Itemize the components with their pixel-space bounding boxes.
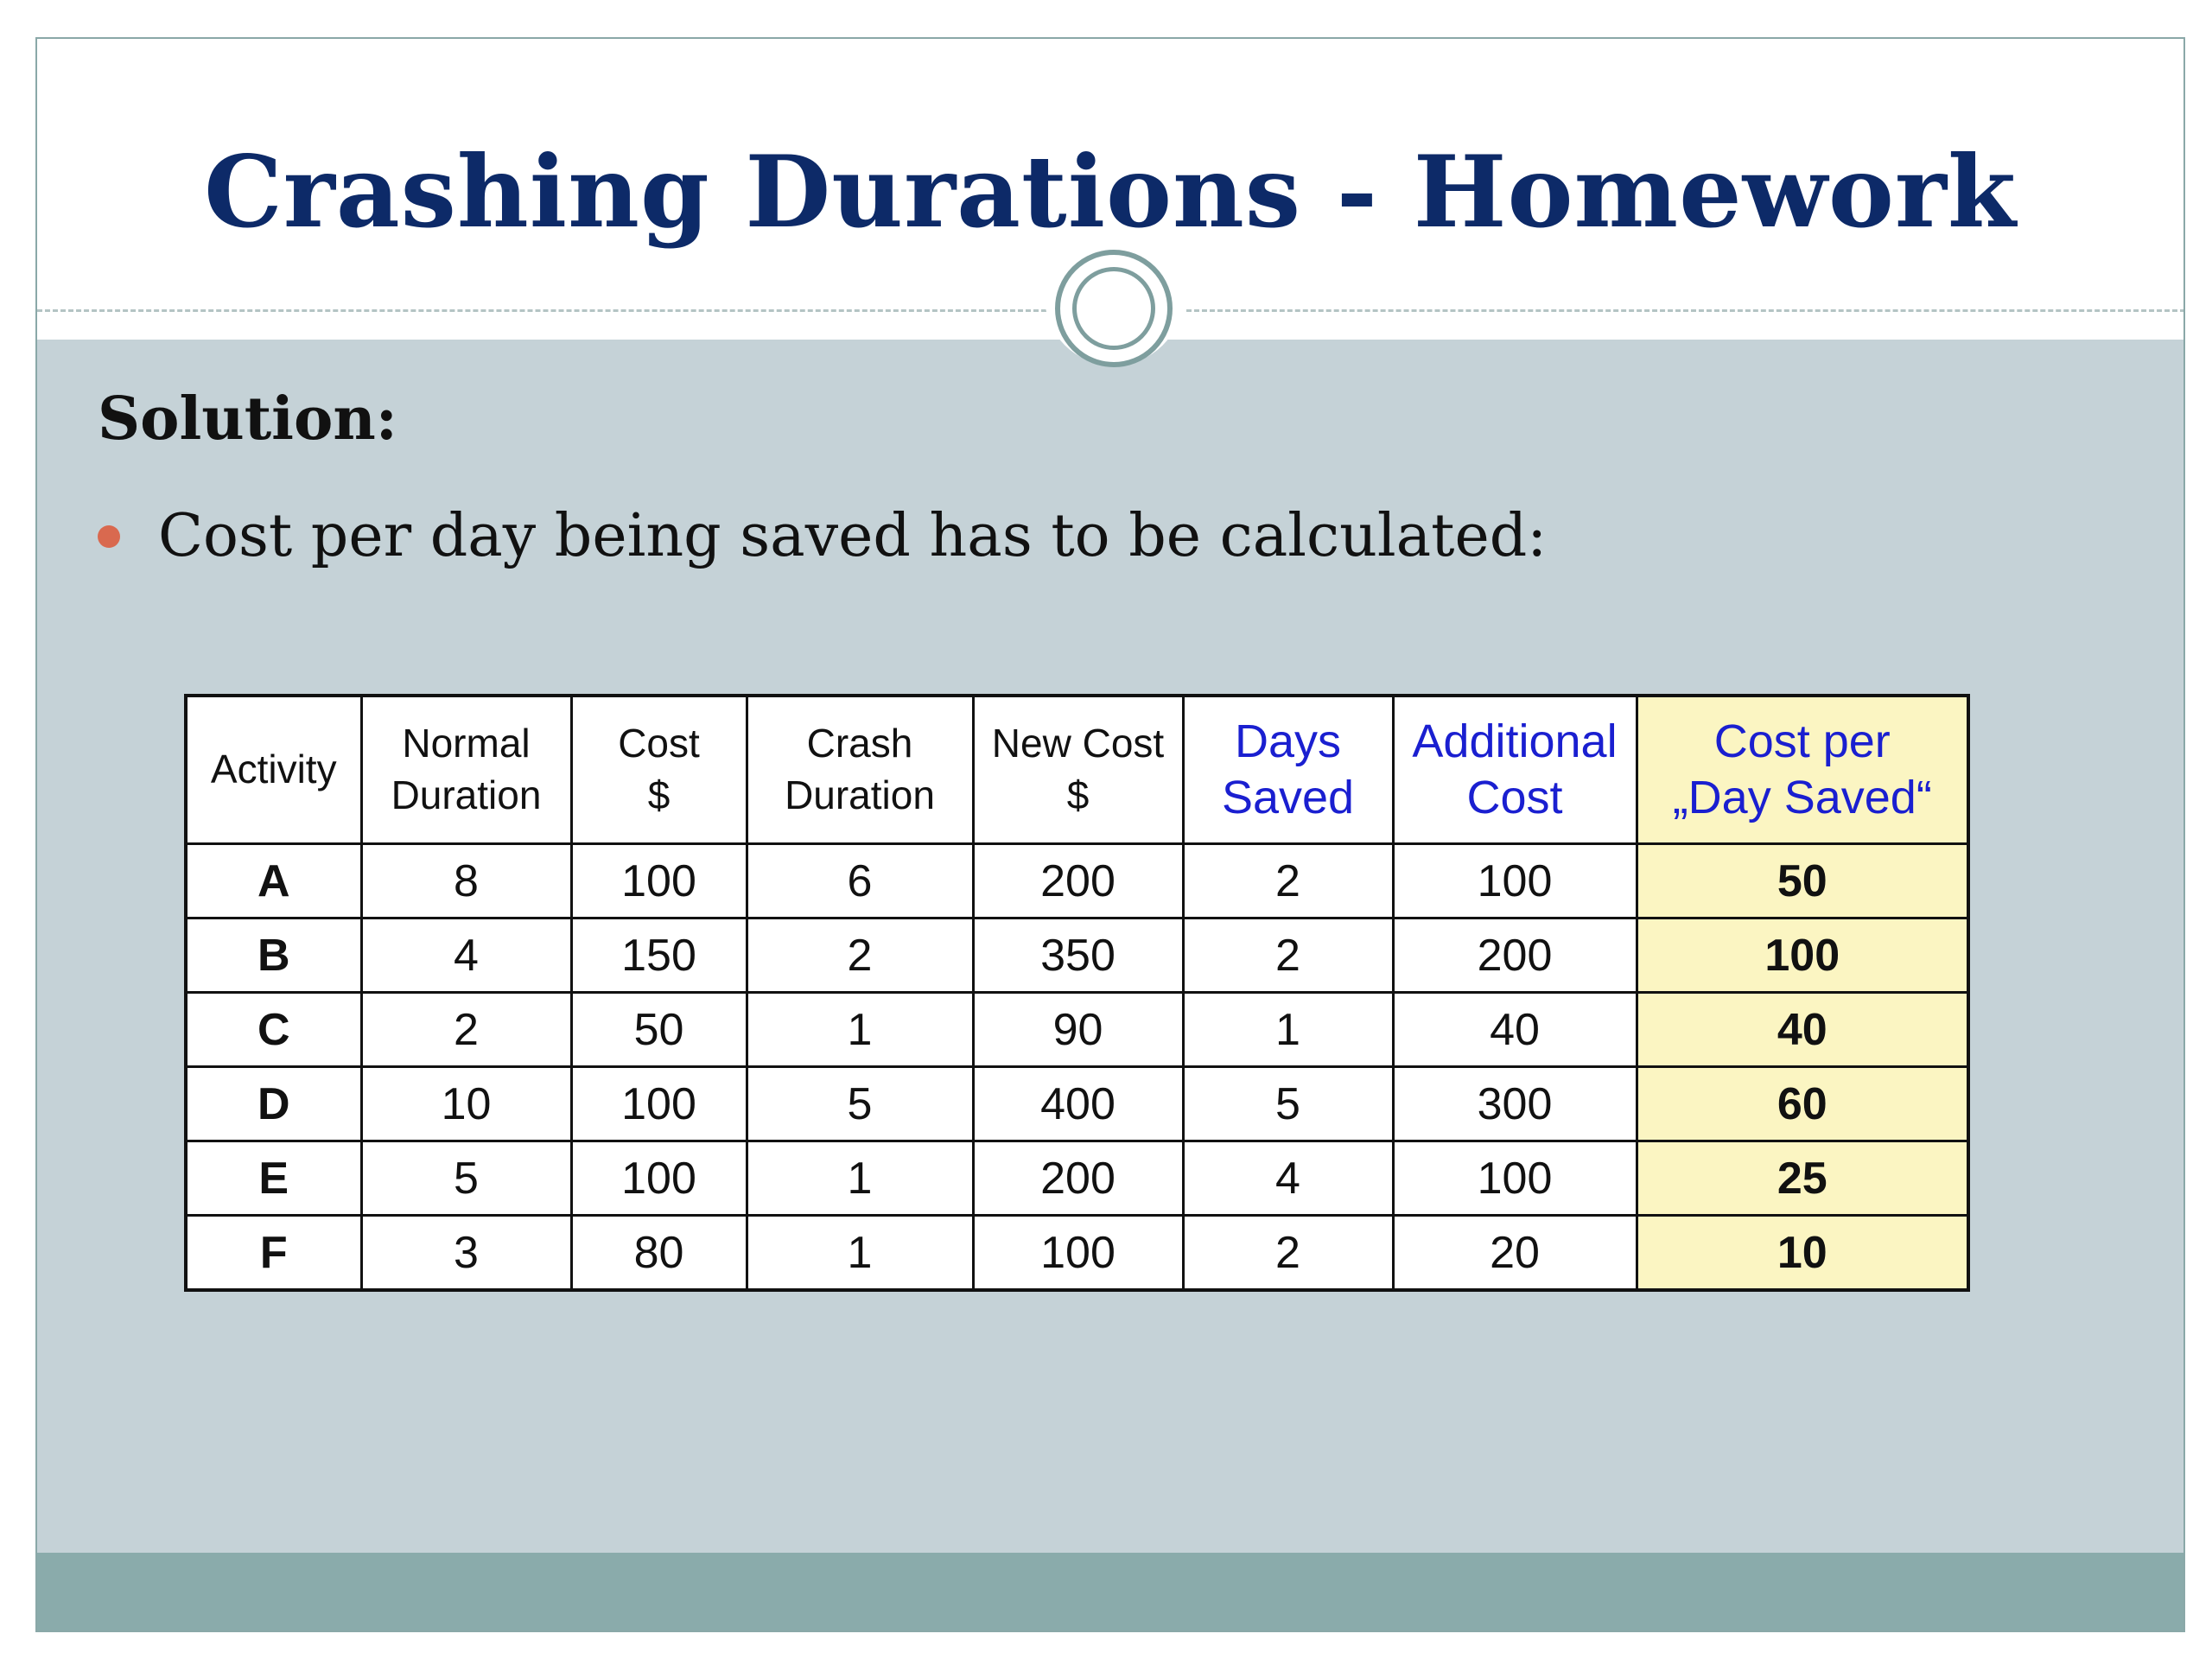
- cell-activity: E: [186, 1141, 361, 1216]
- cell-normal-duration: 4: [361, 918, 571, 993]
- header-line: „Day Saved“: [1672, 772, 1932, 823]
- ring-ornament-icon: [1055, 250, 1173, 367]
- table-row: [186, 993, 1968, 1067]
- crashing-table: [184, 694, 1970, 1292]
- table-row: [186, 1141, 1968, 1216]
- cell-normal-duration: 10: [361, 1067, 571, 1141]
- header-line: Days: [1234, 715, 1342, 768]
- header-line: Cost: [1466, 772, 1563, 823]
- cell-cost-per-day-saved: 10: [1637, 1216, 1968, 1291]
- cell-cost-per-day-saved: 50: [1637, 844, 1968, 918]
- cell-additional-cost: 20: [1393, 1216, 1637, 1291]
- header-line: $: [1066, 772, 1090, 817]
- cell-cost-per-day-saved: 100: [1637, 918, 1968, 993]
- header-crash-duration: [747, 696, 973, 844]
- header-line: Duration: [391, 772, 542, 817]
- cell-cost: 50: [571, 993, 747, 1067]
- bullet-dot-icon: [98, 525, 120, 548]
- cell-cost: 100: [571, 844, 747, 918]
- table-row: [186, 1067, 1968, 1141]
- cell-activity: F: [186, 1216, 361, 1291]
- cell-additional-cost: 100: [1393, 1141, 1637, 1216]
- cell-cost-per-day-saved: 25: [1637, 1141, 1968, 1216]
- cell-days-saved: 4: [1183, 1141, 1393, 1216]
- title-divider-left: [37, 309, 1046, 312]
- header-line: $: [647, 772, 671, 817]
- cell-activity: A: [186, 844, 361, 918]
- cell-cost: 150: [571, 918, 747, 993]
- cell-additional-cost: 40: [1393, 993, 1637, 1067]
- header-activity: [186, 696, 361, 844]
- table-row: [186, 844, 1968, 918]
- header-line: New Cost: [991, 721, 1165, 766]
- cell-cost: 80: [571, 1216, 747, 1291]
- cell-activity: B: [186, 918, 361, 993]
- cell-new-cost: 100: [973, 1216, 1183, 1291]
- header-cost-per-day-saved: [1637, 696, 1968, 844]
- header-normal-duration: [361, 696, 571, 844]
- cell-days-saved: 1: [1183, 993, 1393, 1067]
- table-header-row: [186, 696, 1968, 844]
- cell-crash-duration: 5: [747, 1067, 973, 1141]
- cell-cost-per-day-saved: 60: [1637, 1067, 1968, 1141]
- cell-activity: D: [186, 1067, 361, 1141]
- header-line: Crash: [806, 721, 913, 766]
- cell-normal-duration: 5: [361, 1141, 571, 1216]
- cell-normal-duration: 3: [361, 1216, 571, 1291]
- header-line: Cost per: [1713, 715, 1891, 768]
- cell-new-cost: 90: [973, 993, 1183, 1067]
- slide: [35, 37, 2185, 1632]
- cell-new-cost: 400: [973, 1067, 1183, 1141]
- header-line: Cost: [618, 721, 700, 766]
- title-divider-right: [1186, 309, 2185, 312]
- cell-crash-duration: 1: [747, 1216, 973, 1291]
- header-line: Normal: [402, 721, 531, 766]
- slide-title: Crashing Durations - Homework: [204, 134, 2017, 250]
- bullet-text: Cost per day being saved has to be calculated:: [158, 502, 1548, 570]
- header-new-cost: [973, 696, 1183, 844]
- cell-crash-duration: 1: [747, 1141, 973, 1216]
- cell-normal-duration: 8: [361, 844, 571, 918]
- header-line: Saved: [1221, 772, 1355, 823]
- cell-additional-cost: 100: [1393, 844, 1637, 918]
- cell-crash-duration: 2: [747, 918, 973, 993]
- header-line: Additional: [1412, 715, 1618, 768]
- bullet-item: [98, 502, 1547, 570]
- table-row: [186, 1216, 1968, 1291]
- cell-activity: C: [186, 993, 361, 1067]
- cell-days-saved: 2: [1183, 844, 1393, 918]
- header-line: Activity: [210, 747, 337, 792]
- cell-additional-cost: 200: [1393, 918, 1637, 993]
- header-cost: [571, 696, 747, 844]
- cell-crash-duration: 1: [747, 993, 973, 1067]
- cell-additional-cost: 300: [1393, 1067, 1637, 1141]
- cell-crash-duration: 6: [747, 844, 973, 918]
- cell-new-cost: 200: [973, 1141, 1183, 1216]
- cell-cost-per-day-saved: 40: [1637, 993, 1968, 1067]
- cell-cost: 100: [571, 1067, 747, 1141]
- header-days-saved: [1183, 696, 1393, 844]
- cell-days-saved: 2: [1183, 1216, 1393, 1291]
- cell-days-saved: 2: [1183, 918, 1393, 993]
- table-row: [186, 918, 1968, 993]
- cell-cost: 100: [571, 1141, 747, 1216]
- solution-heading: Solution:: [98, 385, 397, 454]
- cell-normal-duration: 2: [361, 993, 571, 1067]
- cell-days-saved: 5: [1183, 1067, 1393, 1141]
- cell-new-cost: 350: [973, 918, 1183, 993]
- ring-inner: [1072, 267, 1155, 350]
- header-additional-cost: [1393, 696, 1637, 844]
- header-line: Duration: [785, 772, 935, 817]
- cell-new-cost: 200: [973, 844, 1183, 918]
- footer-band: [37, 1553, 2183, 1632]
